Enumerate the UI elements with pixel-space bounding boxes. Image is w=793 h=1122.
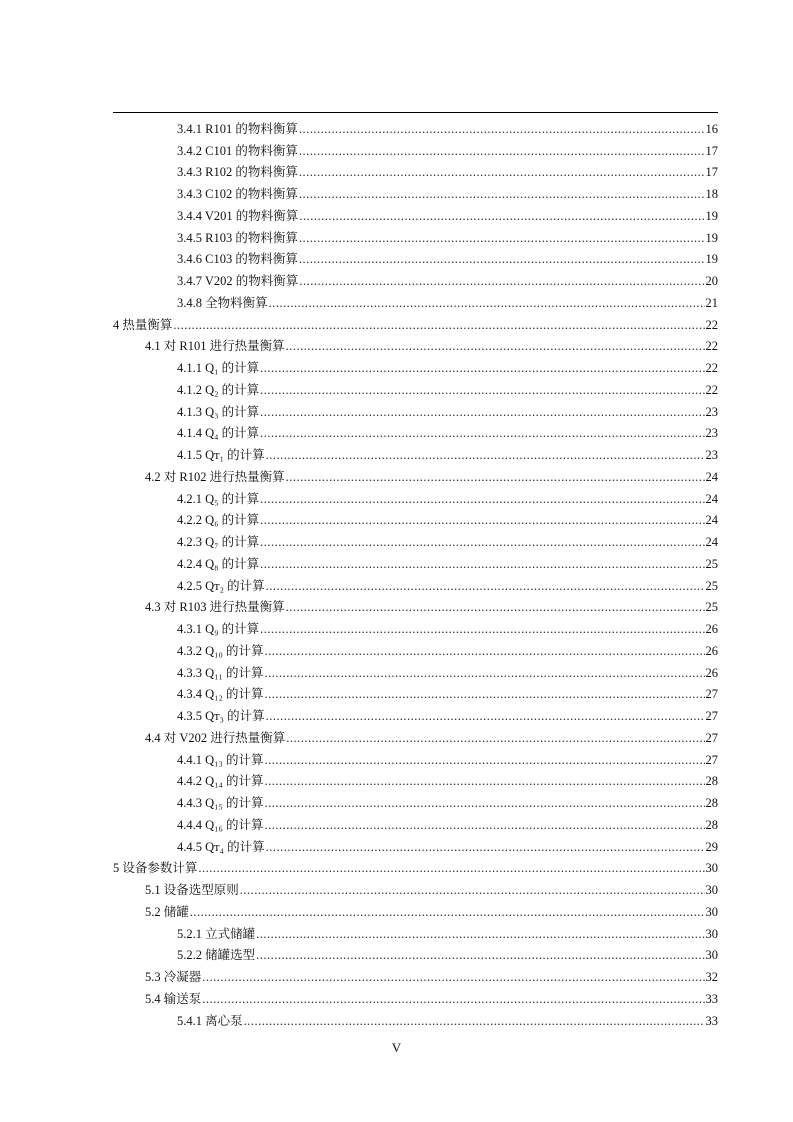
toc-entry-page: 21 xyxy=(705,295,718,310)
toc-entry[interactable] xyxy=(113,441,718,463)
toc-leader-dots xyxy=(265,644,705,659)
toc-entry-title: 4.1.3 Q₃ 的计算 xyxy=(177,404,260,419)
table-of-contents xyxy=(113,115,718,1029)
toc-leader-dots xyxy=(260,492,704,507)
toc-leader-dots xyxy=(265,687,705,702)
toc-entry-title: 3.4.5 R103 的物料衡算 xyxy=(177,230,298,245)
toc-entry[interactable] xyxy=(113,224,718,246)
toc-entry-title: 4.3 对 R103 进行热量衡算 xyxy=(145,600,285,615)
toc-entry[interactable] xyxy=(113,833,718,855)
toc-entry-page: 25 xyxy=(705,578,718,593)
toc-entry-title: 4.4.2 Q₁₄ 的计算 xyxy=(177,774,264,789)
toc-entry-title: 4.4.3 Q₁₅ 的计算 xyxy=(177,796,264,810)
toc-entry-page: 26 xyxy=(705,643,718,658)
toc-entry-title: 4.4.4 Q₁₆ 的计算 xyxy=(177,817,264,832)
toc-entry[interactable] xyxy=(113,963,718,985)
toc-entry-page: 25 xyxy=(705,556,718,571)
toc-entry-page: 32 xyxy=(705,970,718,984)
toc-entry[interactable] xyxy=(113,115,718,137)
toc-entry-page: 28 xyxy=(705,817,718,832)
toc-entry[interactable] xyxy=(113,463,718,485)
toc-entry-page: 22 xyxy=(705,382,718,397)
toc-leader-dots xyxy=(286,600,705,615)
toc-entry[interactable] xyxy=(113,681,718,703)
toc-entry-title: 4.2.3 Q₇ 的计算 xyxy=(177,535,260,549)
toc-entry-title: 4.3.4 Q₁₂ 的计算 xyxy=(177,687,264,702)
toc-entry-page: 25 xyxy=(705,600,718,615)
toc-entry-page: 18 xyxy=(705,187,718,201)
toc-leader-dots xyxy=(265,666,705,681)
toc-entry[interactable] xyxy=(113,485,718,507)
toc-entry-page: 24 xyxy=(705,491,718,506)
toc-entry-title: 4.3.1 Q₉ 的计算 xyxy=(177,622,260,636)
toc-leader-dots xyxy=(286,339,705,354)
toc-leader-dots xyxy=(260,405,704,420)
toc-leader-dots xyxy=(265,818,705,833)
toc-entry-title: 5.3 冷凝器 xyxy=(145,970,202,984)
toc-leader-dots xyxy=(256,927,704,942)
toc-leader-dots xyxy=(260,622,704,637)
toc-entry-page: 22 xyxy=(705,361,718,375)
toc-entry-page: 28 xyxy=(705,774,718,789)
toc-entry[interactable] xyxy=(113,528,718,550)
toc-entry-title: 4.3.5 Qᴛ₃ 的计算 xyxy=(177,709,265,723)
toc-leader-dots xyxy=(260,426,704,441)
toc-entry-title: 3.4.3 R102 的物料衡算 xyxy=(177,165,298,180)
toc-entry[interactable] xyxy=(113,594,718,616)
toc-entry-page: 27 xyxy=(705,709,718,723)
toc-entry-page: 33 xyxy=(705,1013,718,1028)
toc-leader-dots xyxy=(244,1014,705,1029)
toc-leader-dots xyxy=(260,535,704,550)
toc-entry-title: 3.4.1 R101 的物料衡算 xyxy=(177,121,298,136)
toc-entry-title: 5.2.1 立式储罐 xyxy=(177,926,256,941)
toc-entry-page: 23 xyxy=(705,448,718,462)
toc-entry[interactable] xyxy=(113,985,718,1007)
toc-leader-dots xyxy=(299,252,705,267)
toc-entry-title: 4.2.5 Qᴛ₂ 的计算 xyxy=(177,578,265,593)
toc-entry-title: 4.4.5 Qᴛ₄ 的计算 xyxy=(177,839,265,854)
toc-entry[interactable] xyxy=(113,637,718,659)
toc-entry-page: 33 xyxy=(705,991,718,1006)
toc-entry[interactable] xyxy=(113,898,718,920)
toc-entry-page: 17 xyxy=(705,165,718,180)
toc-entry[interactable] xyxy=(113,876,718,898)
toc-entry-page: 24 xyxy=(705,535,718,549)
toc-leader-dots xyxy=(173,318,704,333)
toc-entry-page: 16 xyxy=(705,121,718,136)
toc-entry-title: 4.1 对 R101 进行热量衡算 xyxy=(145,339,285,354)
toc-entry[interactable] xyxy=(113,180,718,202)
toc-entry-page: 26 xyxy=(705,622,718,636)
toc-entry[interactable] xyxy=(113,659,718,681)
toc-entry-page: 17 xyxy=(705,143,718,158)
toc-leader-dots xyxy=(256,948,704,963)
toc-leader-dots xyxy=(265,753,705,768)
toc-entry[interactable] xyxy=(113,159,718,181)
toc-entry-title: 5 设备参数计算 xyxy=(113,861,198,876)
toc-entry-page: 19 xyxy=(705,208,718,223)
toc-entry[interactable] xyxy=(113,289,718,311)
toc-leader-dots xyxy=(266,709,705,724)
toc-entry-title: 5.2 储罐 xyxy=(145,904,189,919)
toc-leader-dots xyxy=(202,970,704,985)
toc-entry-title: 5.4.1 离心泵 xyxy=(177,1013,243,1028)
toc-entry[interactable] xyxy=(113,376,718,398)
toc-entry-page: 23 xyxy=(705,426,718,441)
page-number: V xyxy=(391,1040,402,1055)
toc-entry[interactable] xyxy=(113,246,718,268)
toc-entry-title: 4.1.4 Q₄ 的计算 xyxy=(177,426,260,441)
toc-entry-title: 4.2.2 Q₆ 的计算 xyxy=(177,513,260,528)
toc-leader-dots xyxy=(260,361,704,376)
toc-leader-dots xyxy=(260,383,704,398)
toc-entry-page: 30 xyxy=(705,883,718,897)
toc-entry-page: 24 xyxy=(705,469,718,484)
toc-entry[interactable] xyxy=(113,1007,718,1029)
toc-entry[interactable] xyxy=(113,811,718,833)
toc-entry-page: 30 xyxy=(705,904,718,919)
toc-entry-title: 4.4 对 V202 进行热量衡算 xyxy=(145,730,286,745)
toc-leader-dots xyxy=(286,470,705,485)
toc-entry-page: 27 xyxy=(705,752,718,767)
toc-entry-title: 4.2.1 Q₅ 的计算 xyxy=(177,491,260,506)
toc-leader-dots xyxy=(240,883,705,898)
toc-entry[interactable] xyxy=(113,942,718,964)
toc-leader-dots xyxy=(198,861,704,876)
toc-entry-title: 4.3.2 Q₁₀ 的计算 xyxy=(177,643,264,658)
toc-leader-dots xyxy=(286,731,704,746)
toc-leader-dots xyxy=(299,144,705,159)
toc-leader-dots xyxy=(299,187,705,202)
toc-entry-title: 4.1.5 Qᴛ₁ 的计算 xyxy=(177,448,265,462)
toc-leader-dots xyxy=(260,557,704,572)
toc-entry-page: 26 xyxy=(705,665,718,680)
toc-entry-title: 3.4.3 C102 的物料衡算 xyxy=(177,187,298,201)
toc-entry[interactable] xyxy=(113,768,718,790)
toc-leader-dots xyxy=(269,296,705,311)
toc-entry-page: 27 xyxy=(705,687,718,702)
toc-entry-page: 20 xyxy=(705,274,718,288)
toc-leader-dots xyxy=(299,122,705,137)
toc-leader-dots xyxy=(299,209,704,224)
toc-entry[interactable] xyxy=(113,855,718,877)
toc-leader-dots xyxy=(260,513,704,528)
toc-entry-page: 22 xyxy=(705,317,718,332)
toc-entry-title: 3.4.8 全物料衡算 xyxy=(177,295,268,310)
toc-entry-title: 4 热量衡算 xyxy=(113,317,173,332)
toc-entry[interactable] xyxy=(113,311,718,333)
toc-entry-page: 22 xyxy=(705,339,718,354)
toc-entry-page: 30 xyxy=(705,861,718,876)
toc-entry-page: 29 xyxy=(705,839,718,854)
toc-entry[interactable] xyxy=(113,550,718,572)
toc-leader-dots xyxy=(299,231,705,246)
toc-entry-title: 4.2 对 R102 进行热量衡算 xyxy=(145,469,285,484)
toc-entry-page: 28 xyxy=(705,796,718,810)
toc-entry[interactable] xyxy=(113,507,718,529)
toc-entry[interactable] xyxy=(113,354,718,376)
toc-entry[interactable] xyxy=(113,572,718,594)
toc-entry-title: 4.1.1 Q₁ 的计算 xyxy=(177,361,260,375)
toc-leader-dots xyxy=(266,840,705,855)
toc-leader-dots xyxy=(299,274,704,289)
toc-entry[interactable] xyxy=(113,724,718,746)
toc-leader-dots xyxy=(266,579,705,594)
toc-entry[interactable] xyxy=(113,920,718,942)
toc-entry-page: 24 xyxy=(705,513,718,528)
toc-entry-title: 4.1.2 Q₂ 的计算 xyxy=(177,382,260,397)
toc-entry[interactable] xyxy=(113,702,718,724)
toc-entry-title: 4.4.1 Q₁₃ 的计算 xyxy=(177,752,264,767)
toc-entry-page: 19 xyxy=(705,230,718,245)
toc-entry[interactable] xyxy=(113,333,718,355)
toc-entry-title: 5.4 输送泵 xyxy=(145,991,202,1006)
toc-entry-page: 19 xyxy=(705,252,718,267)
toc-leader-dots xyxy=(190,905,705,920)
toc-entry-title: 4.2.4 Q₈ 的计算 xyxy=(177,556,260,571)
toc-entry-page: 23 xyxy=(705,404,718,419)
toc-leader-dots xyxy=(266,448,705,463)
toc-entry-page: 27 xyxy=(705,730,718,745)
toc-leader-dots xyxy=(202,992,704,1007)
toc-leader-dots xyxy=(265,796,705,811)
toc-entry[interactable] xyxy=(113,398,718,420)
toc-entry-title: 3.4.2 C101 的物料衡算 xyxy=(177,143,298,158)
toc-entry[interactable] xyxy=(113,137,718,159)
toc-entry-title: 3.4.4 V201 的物料衡算 xyxy=(177,208,299,223)
toc-entry[interactable] xyxy=(113,202,718,224)
toc-entry-page: 30 xyxy=(705,948,718,963)
toc-entry[interactable] xyxy=(113,420,718,442)
toc-entry[interactable] xyxy=(113,615,718,637)
toc-entry[interactable] xyxy=(113,746,718,768)
toc-entry-title: 3.4.7 V202 的物料衡算 xyxy=(177,274,299,288)
toc-entry-page: 30 xyxy=(705,926,718,941)
toc-entry[interactable] xyxy=(113,789,718,811)
toc-leader-dots xyxy=(265,774,705,789)
toc-entry-title: 4.3.3 Q₁₁ 的计算 xyxy=(177,665,264,680)
toc-leader-dots xyxy=(299,165,705,180)
header-rule xyxy=(113,112,718,113)
toc-entry-title: 5.1 设备选型原则 xyxy=(145,883,239,897)
toc-entry-title: 3.4.6 C103 的物料衡算 xyxy=(177,252,298,267)
toc-entry[interactable] xyxy=(113,267,718,289)
toc-entry-title: 5.2.2 储罐选型 xyxy=(177,948,256,963)
